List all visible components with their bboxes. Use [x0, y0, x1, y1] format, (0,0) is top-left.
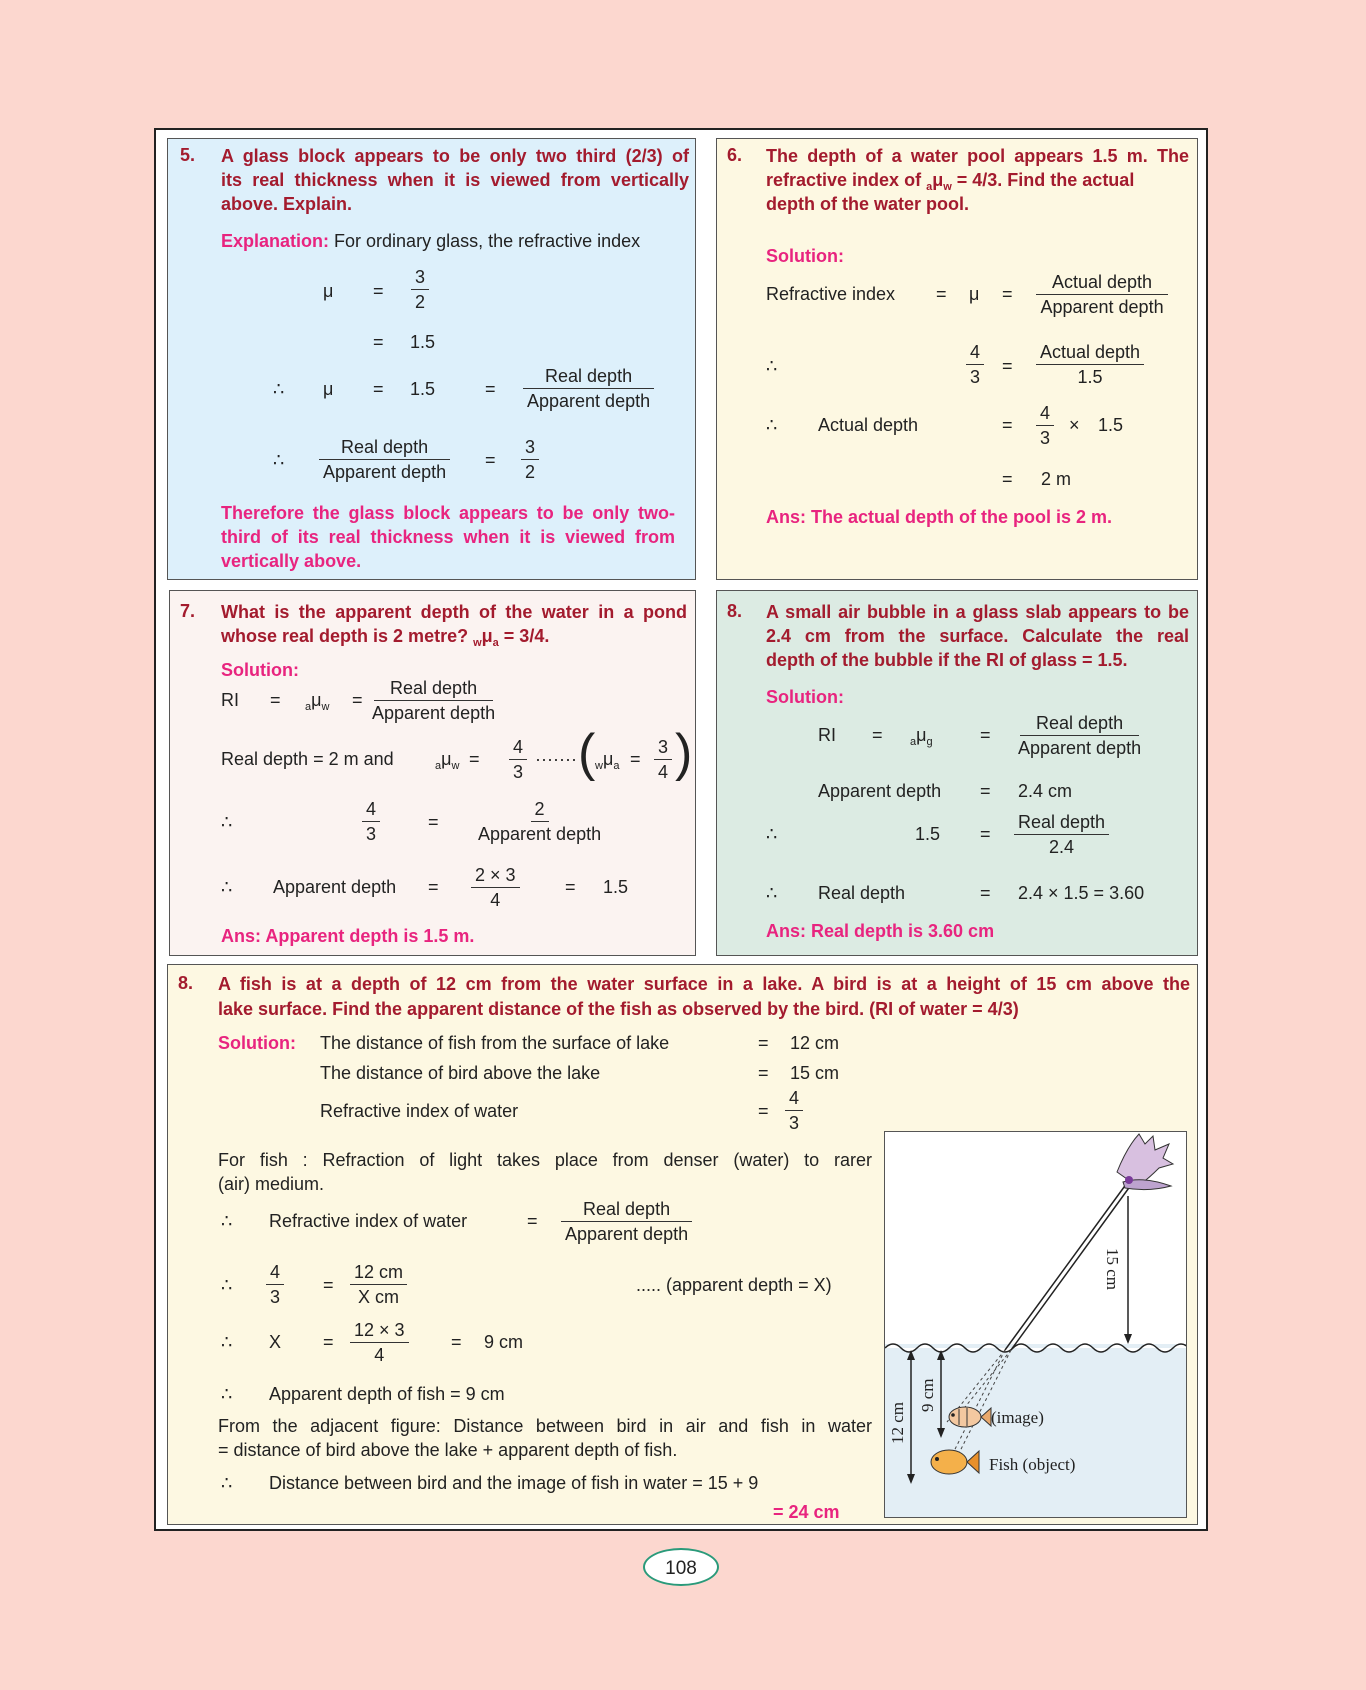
q6-line2: refractive index of $_a\mu_w = 4/3$. Find the actual	[766, 170, 1135, 193]
q8a-eq2: =	[980, 725, 991, 745]
q8a-15: 1.5	[915, 824, 941, 844]
q7-frac-2x3-4: $\frac{2 \times 3}{4}$	[471, 863, 520, 912]
q8b-solution: Solution:	[218, 1033, 296, 1053]
q7-solution: Solution:	[221, 660, 299, 680]
q8b-given3: Refractive index of water	[320, 1101, 519, 1121]
q7-frac-4-3b: $\frac{4}{3}$	[362, 797, 380, 846]
q7-ri: RI	[221, 690, 239, 710]
q8b-eq1: =	[758, 1033, 769, 1053]
q7-eq6: =	[428, 877, 439, 897]
q8b-x: X	[269, 1332, 282, 1352]
q8b-final: = 24 cm	[773, 1502, 840, 1522]
q5-val2: 1.5	[410, 379, 436, 399]
q7-number: 7.	[180, 601, 196, 621]
q8a-eq: =	[872, 725, 883, 745]
q7-therefore2: ∴	[221, 877, 233, 897]
q8a-mu-ag: $_a\mu_g$	[910, 725, 933, 748]
q5-conclusion2: third of its real thickness when it is viewed from	[221, 527, 675, 547]
q7-dots: ·······	[535, 749, 577, 769]
q7-mu-aw: $_a\mu_w$	[305, 690, 330, 713]
q7-eq7: =	[565, 877, 576, 897]
q8b-distance-line: Distance between bird and the image of fish in water = 15 + 9	[269, 1473, 759, 1493]
q6-therefore2: ∴	[766, 415, 778, 435]
q5-mu: μ	[323, 281, 334, 301]
q7-eq3: =	[469, 749, 480, 769]
q8b-frac-4-3: $\frac{4}{3}$	[785, 1086, 803, 1135]
q5-frac-3-2b: $\frac{3}{2}$	[521, 435, 539, 484]
q7-eq: =	[270, 690, 281, 710]
q7-right-paren: )	[675, 724, 693, 782]
q8b-eq7: =	[451, 1332, 462, 1352]
q7-eq5: =	[428, 812, 439, 832]
q8b-9cm: 9 cm	[484, 1332, 524, 1352]
q7-eq4: =	[630, 749, 641, 769]
q8a-frac-real-24: Real depth 2.4	[1014, 810, 1109, 859]
q8b-eq4: =	[527, 1211, 538, 1231]
q7-eq2: =	[352, 690, 363, 710]
q8b-from-fig2: = distance of bird above the lake + apparent depth of fish.	[218, 1440, 678, 1460]
q8a-calc: 2.4 × 1.5 = 3.60	[1018, 883, 1145, 903]
q8b-frac-4-3b: $\frac{4}{3}$	[266, 1260, 284, 1309]
q6-mu: μ	[969, 284, 980, 304]
q8b-fish-line1: For fish : Refraction of light takes place from denser (water) to rarer	[218, 1150, 872, 1170]
q8a-eq4: =	[980, 824, 991, 844]
q5-eq: =	[373, 281, 384, 301]
q8a-number: 8.	[727, 601, 743, 621]
q8a-eq5: =	[980, 883, 991, 903]
q8b-given2: The distance of bird above the lake	[320, 1063, 601, 1083]
q5-frac-real-apparent-2: Real depth Apparent depth	[319, 435, 450, 484]
q8b-eq3: =	[758, 1101, 769, 1121]
q6-eq4: =	[1002, 415, 1013, 435]
q8a-real-depth-label: Real depth	[818, 883, 906, 903]
q6-frac-4-3: $\frac{4}{3}$	[966, 340, 984, 389]
q7-apparent-depth-label: Apparent depth	[273, 877, 397, 897]
q8a-frac-real-apparent: Real depth Apparent depth	[1018, 713, 1142, 758]
q6-solution: Solution:	[766, 246, 844, 266]
q5-explanation: Explanation: For ordinary glass, the refractive index	[221, 231, 641, 251]
q8b-apparent-fish: Apparent depth of fish = 9 cm	[269, 1384, 505, 1404]
q8b-apparent-note: ..... (apparent depth = X)	[636, 1275, 832, 1295]
q6-number: 6.	[727, 145, 743, 165]
q8a-eq3: =	[980, 781, 991, 801]
q6-ri-label: Refractive index	[766, 284, 896, 304]
q5-eq2: =	[373, 332, 384, 352]
q8a-therefore1: ∴	[766, 824, 778, 844]
q8b-frac-12-x: $\frac{12 cm}{\text{X cm}}$	[350, 1260, 407, 1309]
q8b-from-fig1: From the adjacent figure: Distance between bird in air and fish in water	[218, 1416, 872, 1436]
q6-frac-actual-apparent: Actual depth Apparent depth	[1036, 270, 1168, 319]
q6-actual-depth-label: Actual depth	[818, 415, 919, 435]
figure-label-object: Fish (object)	[989, 1455, 1076, 1474]
q5-therefore1: ∴	[273, 379, 285, 399]
q8a-solution: Solution:	[766, 687, 844, 707]
q6-line1: The depth of a water pool appears 1.5 m. The	[766, 146, 1189, 166]
q6-frac-actual-15: Actual depth 1.5	[1036, 340, 1144, 389]
q8b-ri-water: Refractive index of water	[269, 1211, 468, 1231]
q6-line3: depth of the water pool.	[766, 194, 969, 214]
q8b-therefore5: ∴	[221, 1473, 233, 1493]
q5-eq5: =	[485, 450, 496, 470]
q7-real-depth-line: Real depth = 2 m and	[221, 749, 394, 769]
q5-eq4: =	[485, 379, 496, 399]
q5-mu2: μ	[323, 379, 334, 399]
q7-mu-aw-2: $_a\mu_w$	[435, 749, 460, 772]
q6-eq2: =	[1002, 284, 1013, 304]
q7-answer: Ans: Apparent depth is 1.5 m.	[221, 926, 475, 946]
figure-label-9cm: 9 cm	[918, 1378, 937, 1412]
q8a-24cm: 2.4 cm	[1018, 781, 1073, 801]
q5-frac-real-apparent: Real depth Apparent depth	[523, 364, 654, 413]
figure-label-12cm: 12 cm	[888, 1401, 907, 1444]
q7-result: 1.5	[603, 877, 629, 897]
dim-15-arrow	[1124, 1334, 1132, 1344]
q8b-therefore3: ∴	[221, 1332, 233, 1352]
q7-frac-4-3: $\frac{4}{3}$	[509, 735, 527, 784]
q7-frac-2-apparent: 2 Apparent depth	[478, 799, 602, 844]
page-number: 108	[643, 1548, 719, 1586]
q8b-therefore1: ∴	[221, 1211, 233, 1231]
q8a-ri: RI	[818, 725, 836, 745]
q5-line1: A glass block appears to be only two third (2/3) of	[221, 146, 689, 166]
q6-eq: =	[936, 284, 947, 304]
q6-eq3: =	[1002, 356, 1013, 376]
figure-label-15cm: 15 cm	[1103, 1248, 1122, 1291]
q8a-line1: A small air bubble in a glass slab appears to be	[766, 602, 1189, 622]
q8b-eq2: =	[758, 1063, 769, 1083]
q5-line3: above. Explain.	[221, 194, 353, 214]
q8a-therefore2: ∴	[766, 883, 778, 903]
q6-eq5: =	[1002, 469, 1013, 489]
q6-therefore1: ∴	[766, 356, 778, 376]
q8a-answer: Ans: Real depth is 3.60 cm	[766, 921, 995, 941]
q5-eq3: =	[373, 379, 384, 399]
q8b-eq6: =	[323, 1332, 334, 1352]
q8b-given1: The distance of fish from the surface of lake	[320, 1033, 670, 1053]
q6-times: ×	[1069, 415, 1080, 435]
q5-frac-3-2: $\frac{3}{2}$	[411, 265, 429, 314]
q8a-line3: depth of the bubble if the RI of glass = 1.5.	[766, 650, 1128, 670]
q8b-frac-12x3-4: $\frac{12 \times 3}{4}$	[350, 1318, 409, 1367]
q5-number: 5.	[180, 145, 196, 165]
q8b-fish-line2: (air) medium.	[218, 1174, 325, 1194]
q7-mu-wa: $_w\mu_a$	[595, 749, 620, 772]
q8b-frac-real-apparent: Real depth Apparent depth	[561, 1197, 692, 1246]
q8b-given2-val: 15 cm	[790, 1063, 840, 1083]
q5-val: 1.5	[410, 332, 436, 352]
bird-fish-figure	[884, 1131, 1187, 1518]
q8b-line1: A fish is at a depth of 12 cm from the water surface in a lake. A bird is at a height of 15 cm above the	[218, 974, 1190, 994]
q8b-eq5: =	[323, 1275, 334, 1295]
q8a-apparent-depth-label: Apparent depth	[818, 781, 942, 801]
q7-line1: What is the apparent depth of the water in a pond	[221, 602, 687, 622]
q8a-line2: 2.4 cm from the surface. Calculate the real	[766, 626, 1189, 646]
q5-conclusion3: vertically above.	[221, 551, 362, 571]
q7-frac-real-apparent: Real depth Apparent depth	[372, 678, 496, 723]
q8b-number: 8.	[178, 973, 194, 993]
q7-frac-3-4: $\frac{3}{4}$	[654, 735, 672, 784]
q6-answer: Ans: The actual depth of the pool is 2 m.	[766, 507, 1113, 527]
q7-therefore1: ∴	[221, 812, 233, 832]
bird-icon	[1117, 1134, 1173, 1190]
q7-left-paren: (	[578, 724, 596, 782]
q8b-therefore2: ∴	[221, 1275, 233, 1295]
q8b-therefore4: ∴	[221, 1384, 233, 1404]
q6-frac-4-3b: $\frac{4}{3}$	[1036, 401, 1054, 450]
q6-result: 2 m	[1041, 469, 1072, 489]
q8b-line2: lake surface. Find the apparent distance of the fish as observed by the bird. (RI of water = 4/3)	[218, 999, 1019, 1019]
q5-therefore2: ∴	[273, 450, 285, 470]
q5-conclusion1: Therefore the glass block appears to be only two-	[221, 503, 675, 523]
q6-15: 1.5	[1098, 415, 1124, 435]
q5-line2: its real thickness when it is viewed from vertically	[221, 170, 689, 190]
water-region	[885, 1344, 1187, 1518]
figure-label-image: (image)	[991, 1408, 1044, 1427]
q8b-given1-val: 12 cm	[790, 1033, 840, 1053]
q7-line2: whose real depth is 2 metre? $_w\mu_a = 3/4$.	[221, 626, 550, 649]
